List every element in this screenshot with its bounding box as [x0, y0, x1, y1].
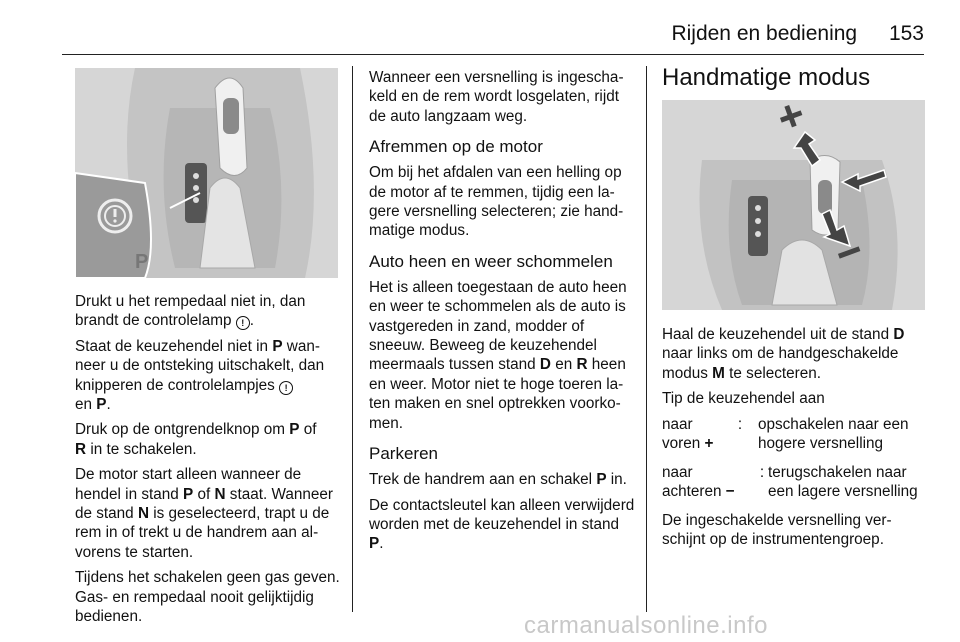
tip-row-backward: naar achteren − : terugschakelen naar een lagere versnelling	[662, 463, 926, 501]
paragraph: De contactsleutel kan alleen verwijderd worden met de keuzehendel in stand P.	[369, 496, 635, 553]
column-divider-2	[646, 66, 647, 612]
tip-value: opschakelen naar een hogere versnelling	[758, 415, 909, 452]
paragraph: Staat de keuzehendel niet in P wanneer u de ontsteking uitschakelt, dan knipperen de controlelampjes ! en P.	[75, 337, 325, 414]
column-divider-1	[352, 66, 353, 612]
column-1	[75, 292, 341, 633]
column-2	[369, 68, 635, 560]
tip-key: naar voren +	[662, 415, 714, 452]
paragraph: Drukt u het rempedaal niet in, dan brandt de controlelamp ! .	[75, 293, 306, 330]
heading-handmatige-modus: Handmatige modus	[662, 64, 871, 91]
paragraph: De ingeschakelde versnelling verschijnt op de instrumentengroep.	[662, 511, 892, 549]
paragraph: De motor start alleen wanneer de hendel in stand P of N staat. Wanneer de stand N is geselecteerd, trapt u de rem in of trekt u de handrem aan alvorens te starten.	[75, 466, 333, 561]
brake-warning-icon: !	[279, 381, 293, 395]
paragraph: Het is alleen toegestaan de auto heen en weer te schommelen als de auto is vastgereden in zand, modder of sneeuw. Beweeg de keuzehendel meermaals tussen stand D en R heen en weer. Motor niet te hoge toeren laten maken en snel optrekken voorkomen.	[369, 278, 627, 432]
plus-icon: +	[704, 434, 714, 452]
heading-afremmen: Afremmen op de motor	[369, 137, 543, 157]
paragraph: Tip de keuzehendel aan	[662, 390, 825, 408]
paragraph: Druk op de ontgrendelknop om P of R in te schakelen.	[75, 421, 317, 458]
heading-parkeren: Parkeren	[369, 444, 438, 464]
heading-schommelen: Auto heen en weer schommelen	[369, 251, 613, 271]
brake-warning-icon: !	[236, 316, 250, 330]
paragraph: Haal de keuzehendel uit de stand D naar links om de handgeschakelde modus M te selecteren.	[662, 326, 905, 382]
manual-mode-figure	[662, 100, 925, 310]
paragraph: Trek de handrem aan en schakel P in.	[369, 471, 627, 489]
gear-lever-figure	[75, 68, 338, 278]
page-header	[671, 22, 924, 46]
tip-value: terugschakelen naar een lagere versnelling	[768, 463, 918, 500]
paragraph: Wanneer een versnelling is ingeschakeld en de rem wordt losgelaten, rijdt de auto langzaam weg.	[369, 69, 624, 125]
column-3	[662, 64, 926, 100]
tip-row-forward: naar voren + : opschakelen naar een hogere versnelling	[662, 415, 926, 453]
header-rule	[62, 54, 924, 55]
page-number: 153	[888, 22, 924, 45]
column-3-body	[662, 325, 926, 555]
svg-text:P: P	[135, 251, 149, 273]
minus-icon: −	[725, 482, 735, 500]
tip-key: naar achteren −	[662, 463, 735, 500]
brake-lamp-inset	[75, 173, 151, 278]
watermark: carmanualsonline.info	[524, 612, 768, 639]
section-title: Rijden en bediening	[671, 22, 858, 45]
paragraph: Om bij het afdalen van een helling op de motor af te remmen, tijdig een lagere versnelling selecteren; zie handmatige modus.	[369, 164, 624, 240]
paragraph: Tijdens het schakelen geen gas geven. Gas- en rempedaal nooit gelijktijdig bedienen.	[75, 569, 340, 626]
